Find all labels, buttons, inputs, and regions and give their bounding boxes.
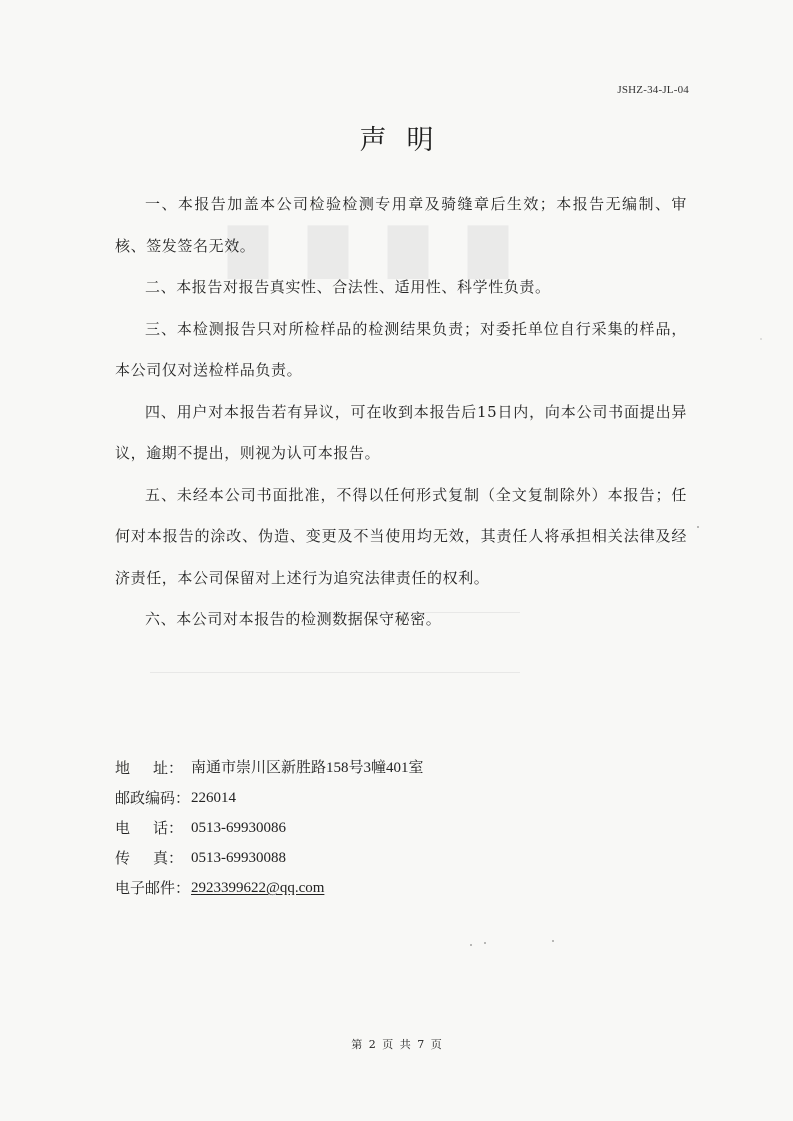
scan-speck: [697, 526, 699, 528]
address-label-part: 址：: [152, 759, 183, 777]
statement-item-3: 三、本检测报告只对所检样品的检测结果负责；对委托单位自行采集的样品，本公司仅对送检样品负责。: [115, 319, 687, 379]
address-row: [115, 753, 424, 783]
fax-value: 0513-69930088: [191, 850, 286, 866]
scan-speck: [760, 338, 762, 340]
phone-value: 0513-69930086: [191, 820, 286, 836]
postcode-value: 226014: [191, 790, 236, 806]
phone-row: [115, 813, 424, 843]
page-title: 声明: [359, 125, 454, 157]
fax-label-part: 真：: [152, 849, 183, 867]
statement-list: [115, 184, 687, 641]
page-indicator: 第 2 页 共 7 页: [351, 1038, 442, 1051]
address-label: [115, 753, 183, 783]
fax-row: [115, 843, 424, 873]
phone-label-part: 话：: [152, 819, 183, 837]
scan-speck: [484, 942, 486, 944]
document-number: JSHZ-34-JL-04: [617, 84, 689, 96]
statement-item-6: 六、本公司对本报告的检测数据保守秘密。: [145, 610, 442, 628]
postcode-row: [115, 783, 424, 813]
scan-speck: [470, 944, 472, 946]
statement-item-1: 一、本报告加盖本公司检验检测专用章及骑缝章后生效；本报告无编制、审核、签发签名无效。: [115, 195, 687, 255]
postcode-label: 邮政编码：: [115, 789, 191, 807]
email-row: [115, 873, 424, 903]
statement-item-2: 二、本报告对报告真实性、合法性、适用性、科学性负责。: [145, 278, 551, 296]
email-label: 电子邮件：: [115, 879, 191, 897]
address-value: 南通市崇川区新胜路158号3幢401室: [191, 760, 424, 776]
contact-info: [115, 753, 424, 903]
email-link[interactable]: 2923399622@qq.com: [191, 880, 325, 896]
statement-item-5: 五、未经本公司书面批准，不得以任何形式复制（全文复制除外）本报告；任何对本报告的涂改、伪造、变更及不当使用均无效，其责任人将承担相关法律及经济责任，本公司保留对上述行为追究法律责任的权利。: [115, 485, 687, 587]
phone-label-part: 电: [115, 819, 131, 837]
scan-speck: [552, 940, 554, 942]
statement-item-4: 四、用户对本报告若有异议，可在收到本报告后15日内，向本公司书面提出异议，逾期不提出，则视为认可本报告。: [115, 402, 687, 462]
address-label-part: 地: [115, 759, 131, 777]
fax-label: [115, 843, 183, 873]
bleed-through-watermark: ▇▇▇▇: [228, 218, 548, 279]
fax-label-part: 传: [115, 849, 131, 867]
phone-label: [115, 813, 183, 843]
bleed-through-line: [150, 672, 520, 673]
